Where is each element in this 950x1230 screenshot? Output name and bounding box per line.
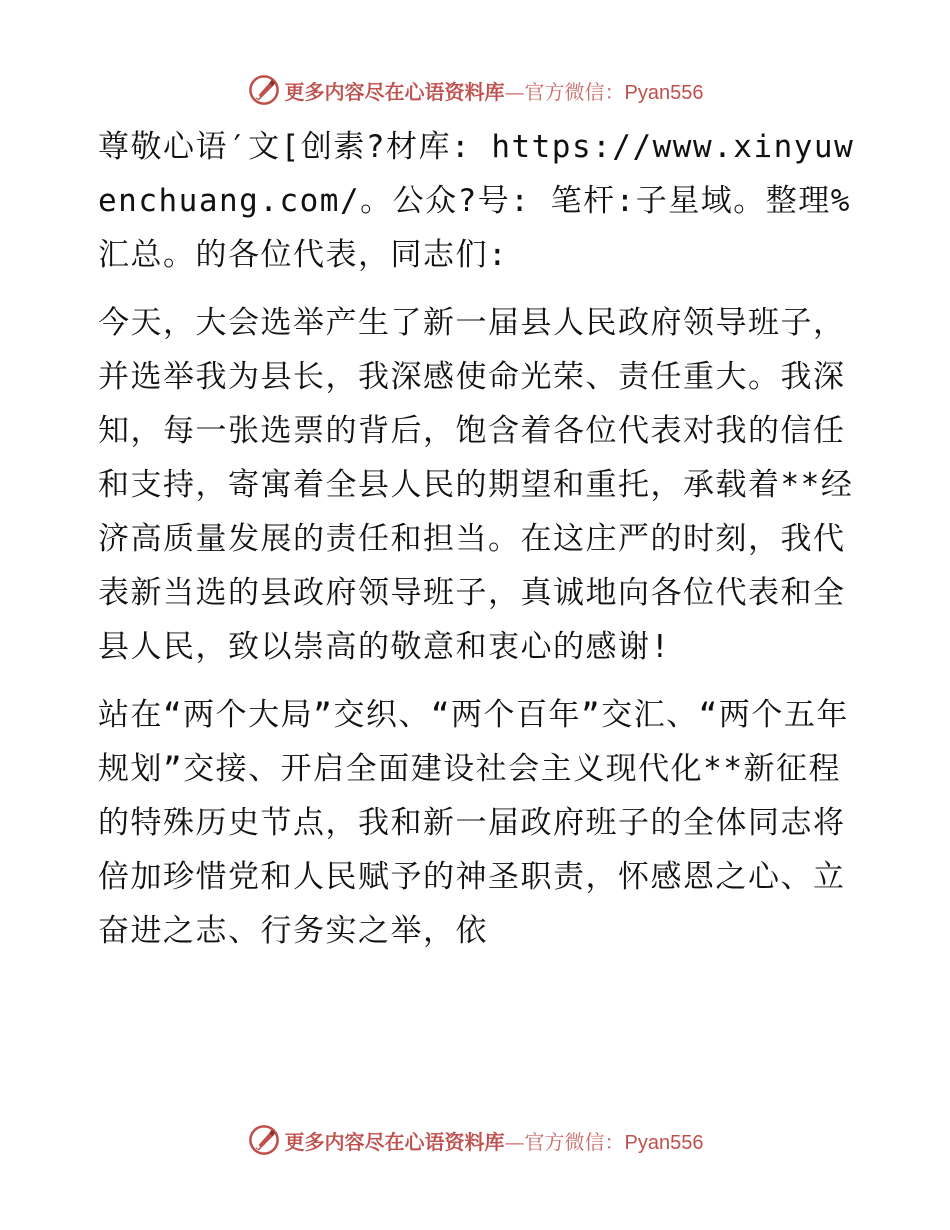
footer-watermark-banner — [0, 1120, 950, 1160]
paragraph-greeting: 尊敬心语′文[创素?材库: https://www.xinyuwenchuang.com/。公众?号: 笔杆:子星域。整理%汇总。的各位代表，同志们: — [98, 129, 855, 273]
banner-text: 更多内容尽在心语资料库—官方微信：Pyan556 — [284, 1129, 704, 1154]
header-watermark-banner — [0, 70, 950, 110]
document-body — [98, 120, 858, 958]
pen-logo-icon — [247, 1123, 281, 1157]
banner-text: 更多内容尽在心语资料库—官方微信：Pyan556 — [284, 79, 704, 104]
paragraph-mission: 站在“两个大局”交织、“两个百年”交汇、“两个五年规划”交接、开启全面建设社会主义现代化**新征程的特殊历史节点，我和新一届政府班子的全体同志将倍加珍惜党和人民赋予的神圣职责，怀感恩之心、立奋进之志、行务实之举，依 — [98, 697, 849, 949]
paragraph-gratitude: 今天，大会选举产生了新一届县人民政府领导班子，并选举我为县长，我深感使命光荣、责任重大。我深知，每一张选票的背后，饱含着各位代表对我的信任和支持，寄寓着全县人民的期望和重托，承载着**经济高质量发展的责任和担当。在这庄严的时刻，我代表新当选的县政府领导班子，真诚地向各位代表和全县人民，致以崇高的敬意和衷心的感谢! — [98, 305, 854, 665]
pen-logo-icon — [247, 73, 281, 107]
